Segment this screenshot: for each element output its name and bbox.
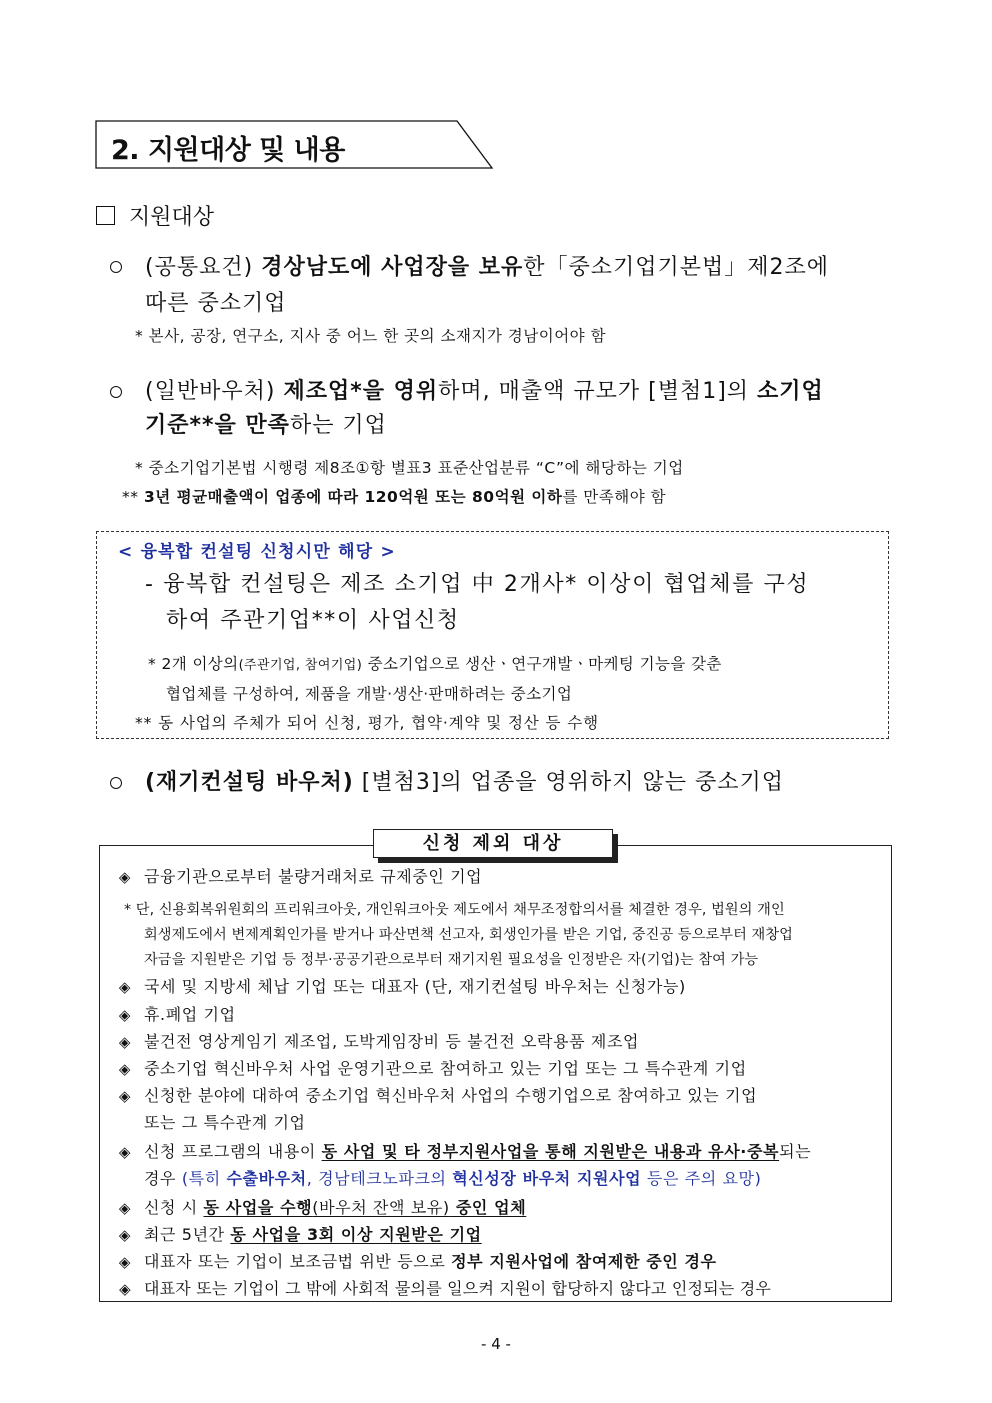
- square-bullet-icon: [96, 206, 115, 225]
- exclusion-emphasis: 중인 업체: [449, 1198, 527, 1217]
- reconsulting-rest: [별첨3]의 업종을 영위하지 않는 중소기업: [361, 770, 784, 795]
- convergence-note1-line2: 협업체를 구성하여, 제품을 개발·생산·판매하려는 중소기업: [166, 685, 573, 703]
- page-number: - 4 -: [481, 1335, 511, 1353]
- common-tag: (공통요건): [145, 255, 254, 280]
- diamond-bullet-icon: ◈: [119, 1280, 131, 1298]
- exclusion-item: [118, 1276, 771, 1299]
- circle-bullet-icon: [110, 258, 122, 277]
- common-rest: 한「중소기업기본법」제2조에: [523, 255, 830, 280]
- diamond-bullet-icon: ◈: [118, 978, 132, 996]
- general-bold1: 제조업*을 영위: [283, 379, 439, 404]
- exclusion-text: 금융기관으로부터 불량거래처로 규제중인 기업: [144, 867, 483, 886]
- exclusion-emphasis: 정부 지원사업에 참여제한 중인 경우: [451, 1252, 717, 1271]
- general-note1: * 중소기업기본법 시행령 제8조①항 별표3 표준산업분류 “C”에 해당하는 기업: [135, 459, 684, 477]
- reconsulting-tag: (재기컨설팅 바우처): [145, 770, 354, 795]
- general-tag: (일반바우처): [145, 379, 276, 404]
- general-line2-rest: 하는 기업: [289, 413, 387, 438]
- circle-bullet-icon: [110, 774, 122, 793]
- diamond-bullet-icon: ◈: [118, 1199, 132, 1217]
- general-note2: [122, 485, 666, 507]
- reconsulting-voucher: [145, 765, 784, 796]
- diamond-bullet-icon: ◈: [118, 868, 132, 886]
- exclusion-blue-text: (특히: [181, 1169, 227, 1188]
- exclusion-text: 국세 및 지방세 체납 기업 또는 대표자 (단, 재기컨설팅 바우처는 신청가능): [144, 977, 686, 996]
- general-note2-prefix: **: [122, 488, 139, 506]
- exclusion-item-line2: 또는 그 특수관계 기업: [144, 1113, 306, 1132]
- convergence-box: [96, 531, 889, 739]
- exclusion-blue-emphasis: 수출바우처: [226, 1169, 307, 1188]
- convergence-note1a: * 2개 이상의: [148, 655, 239, 673]
- exclusion-text: 대표자 또는 기업이 보조금법 위반 등으로: [144, 1252, 452, 1271]
- exclusion-item: [118, 864, 482, 887]
- convergence-note1b: (주관기업, 참여기업): [238, 658, 363, 673]
- exclusion-item: [118, 1029, 639, 1052]
- diamond-bullet-icon: ◈: [118, 1087, 132, 1105]
- diamond-bullet-icon: ◈: [118, 1006, 132, 1024]
- convergence-line1: - 융복합 컨설팅은 제조 소기업 中 2개사* 이상이 협업체를 구성: [145, 572, 810, 597]
- exclusion-item: [118, 1002, 236, 1025]
- general-voucher: [145, 374, 824, 405]
- diamond-bullet-icon: ◈: [118, 1226, 132, 1244]
- diamond-bullet-icon: ◈: [118, 1143, 132, 1161]
- exclusion-text: 신청한 분야에 대하여 중소기업 혁신바우처 사업의 수행기업으로 참여하고 있는 기업: [144, 1086, 758, 1105]
- exclusion-note-line: * 단, 신용회복위원회의 프리워크아웃, 개인워크아웃 제도에서 채무조정합의서를 체결한 경우, 법원의 개인: [124, 902, 785, 918]
- convergence-title: < 융복합 컨설팅 신청시만 해당 >: [118, 542, 396, 562]
- exclusion-blue-text: , 경남테크노파크의: [306, 1169, 453, 1188]
- exclusion-blue-emphasis: 혁신성장 바우처 지원사업: [452, 1169, 642, 1188]
- exclusion-item: [118, 1222, 482, 1245]
- exclusion-text: 신청 시: [144, 1198, 204, 1217]
- exclusion-emphasis: 동 사업을 수행: [203, 1198, 313, 1217]
- exclusion-text: 대표자 또는 기업이 그 밖에 사회적 물의를 일으켜 지원이 합당하지 않다고 인정되는 경우: [144, 1279, 772, 1298]
- convergence-note2: ** 동 사업의 주체가 되어 신청, 평가, 협약·계약 및 정산 등 수행: [135, 714, 599, 732]
- subheading-label: 지원대상: [129, 205, 215, 230]
- common-requirement: [145, 250, 829, 281]
- exclusion-note-line: 자금을 지원받은 기업 등 정부·공공기관으로부터 재기지원 필요성을 인정받은 자(기업)는 참여 가능: [144, 952, 759, 968]
- common-bold: 경상남도에 사업장을 보유: [261, 255, 524, 280]
- exclusion-item: [118, 1139, 811, 1162]
- general-voucher-line2: [145, 408, 387, 439]
- convergence-note1c: 중소기업으로 생산ㆍ연구개발ㆍ마케팅 기능을 갖춘: [362, 655, 722, 673]
- exclusion-text: 경우: [144, 1169, 182, 1188]
- general-line2-bold: 기준**을 만족: [145, 413, 290, 438]
- diamond-bullet-icon: ◈: [118, 1033, 132, 1051]
- exclusion-item: [118, 1083, 757, 1106]
- exclusion-text: 되는: [779, 1142, 812, 1161]
- exclusion-item-line2: [144, 1166, 761, 1189]
- exclusion-text: 불건전 영상게임기 제조업, 도박게임장비 등 불건전 오락용품 제조업: [144, 1032, 640, 1051]
- subheading: [96, 200, 214, 231]
- general-mid: 하며, 매출액 규모가 [별첨1]의: [438, 379, 750, 404]
- exclusion-emphasis: 동 사업 및 타 정부지원사업을 통해 지원받은 내용과 유사·중복: [321, 1142, 780, 1161]
- exclusion-note-line: 회생제도에서 변제계획인가를 받거나 파산면책 선고자, 회생인가를 받은 기업, 중진공 등으로부터 재창업: [144, 927, 793, 943]
- exclusion-item: [118, 1195, 526, 1218]
- common-requirement-line2: 따른 중소기업: [145, 291, 287, 316]
- exclusions-title: 신청 제외 대상: [422, 833, 564, 854]
- exclusion-text: 최근 5년간: [144, 1225, 231, 1244]
- circle-bullet-icon: [110, 383, 122, 402]
- exclusion-text: (바우처 잔액 보유): [312, 1198, 450, 1217]
- general-bold2: 소기업: [757, 379, 824, 404]
- exclusion-blue-text: 등은 주의 요망): [641, 1169, 762, 1188]
- exclusion-item: [118, 974, 686, 997]
- common-note: * 본사, 공장, 연구소, 지사 중 어느 한 곳의 소재지가 경남이어야 함: [135, 327, 607, 345]
- exclusion-text: 휴.폐업 기업: [144, 1005, 236, 1024]
- exclusion-text: 신청 프로그램의 내용이: [144, 1142, 322, 1161]
- exclusion-item: [118, 1249, 717, 1272]
- exclusion-text: 중소기업 혁신바우처 사업 운영기관으로 참여하고 있는 기업 또는 그 특수관계 기업: [144, 1059, 747, 1078]
- convergence-line2: 하여 주관기업**이 사업신청: [166, 608, 460, 633]
- general-note2-rest: 를 만족해야 함: [562, 488, 667, 506]
- diamond-bullet-icon: ◈: [118, 1253, 132, 1271]
- exclusions-title-label: [373, 829, 618, 862]
- section-title: 2. 지원대상 및 내용: [111, 135, 345, 166]
- diamond-bullet-icon: ◈: [118, 1060, 132, 1078]
- exclusion-item: [118, 1056, 747, 1079]
- general-note2-bold: 3년 평균매출액이 업종에 따라 120억원 또는 80억원 이하: [143, 488, 563, 506]
- exclusion-emphasis: 동 사업을 3회 이상 지원받은 기업: [230, 1225, 482, 1244]
- convergence-note1: [148, 652, 722, 674]
